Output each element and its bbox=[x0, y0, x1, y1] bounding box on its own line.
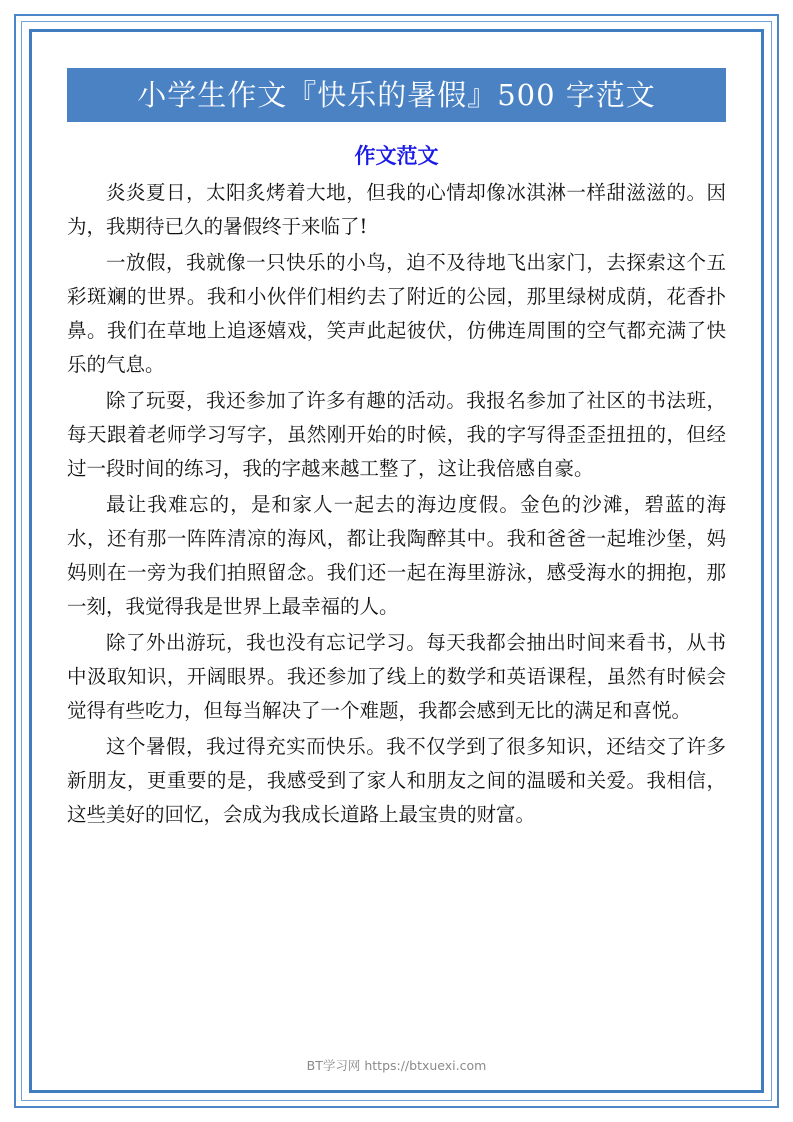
section-subtitle: 作文范文 bbox=[354, 143, 439, 168]
paragraph: 这个暑假，我过得充实而快乐。我不仅学到了很多知识，还结交了许多新朋友，更重要的是，我感受到了家人和朋友之间的温暖和关爱。我相信，这些美好的回忆，会成为我成长道路上最宝贵的财富。 bbox=[67, 735, 726, 826]
paragraph: 一放假，我就像一只快乐的小鸟，迫不及待地飞出家门，去探索这个五彩斑斓的世界。我和小伙伴们相约去了附近的公园，那里绿树成荫，花香扑鼻。我们在草地上追逐嬉戏，笑声此起彼伏，仿佛连周围的空气都充满了快乐的气息。 bbox=[67, 251, 726, 376]
paragraph: 最让我难忘的，是和家人一起去的海边度假。金色的沙滩，碧蓝的海水，还有那一阵阵清凉的海风，都让我陶醉其中。我和爸爸一起堆沙堡，妈妈则在一旁为我们拍照留念。我们还一起在海里游泳，感受海水的拥抱，那一刻，我觉得我是世界上最幸福的人。 bbox=[67, 493, 726, 618]
paragraph: 炎炎夏日，太阳炙烤着大地，但我的心情却像冰淇淋一样甜滋滋的。因为，我期待已久的暑假终于来临了! bbox=[67, 181, 726, 238]
document-page bbox=[40, 40, 753, 1082]
paragraph: 除了玩耍，我还参加了许多有趣的活动。我报名参加了社区的书法班，每天跟着老师学习写字，虽然刚开始的时候，我的字写得歪歪扭扭的，但经过一段时间的练习，我的字越来越工整了，这让我倍感自豪。 bbox=[67, 389, 726, 480]
page-title: 小学生作文『快乐的暑假』500 字范文 bbox=[67, 68, 726, 122]
essay-body bbox=[67, 176, 726, 832]
paragraph: 除了外出游玩，我也没有忘记学习。每天我都会抽出时间来看书，从书中汲取知识，开阔眼界。我还参加了线上的数学和英语课程，虽然有时候会觉得有些吃力，但每当解决了一个难题，我都会感到无比的满足和喜悦。 bbox=[67, 631, 726, 722]
footer-watermark: BT学习网 https://btxuexi.com bbox=[306, 1058, 487, 1073]
